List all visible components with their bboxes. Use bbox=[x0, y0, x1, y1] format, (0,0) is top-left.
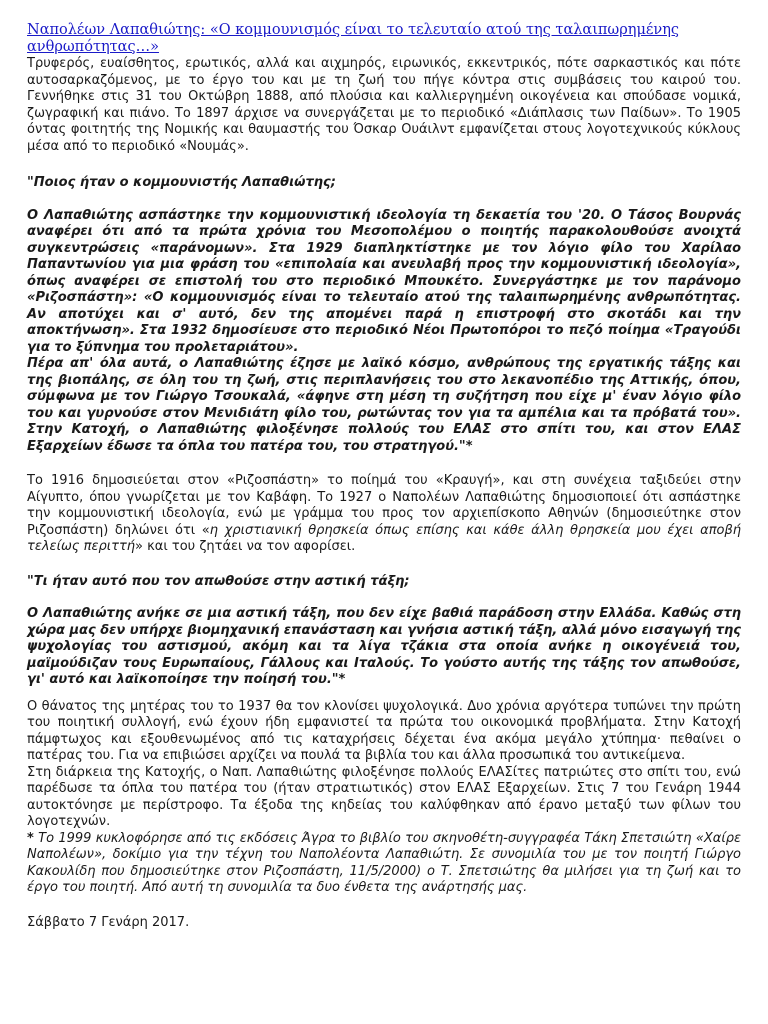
spacer bbox=[27, 590, 741, 606]
paragraph-katochi: Στη διάρκεια της Κατοχής, ο Ναπ. Λαπαθιώτης φιλοξένησε πολλούς ΕΛΑΣίτες πατριώτες στο σπίτι του, ενώ παρέδωσε τα όπλα του πατέρα του (ήταν στρατιωτικός) στον ΕΛΑΣ Εξαρχείων. Στις 7 του Γενάρη 1944 αυτοκτόνησε με περίστροφο. Τα έξοδα της κηδείας του καλύφθηκαν από έρανο μεταξύ των φίλων του λογοτεχνών. bbox=[27, 764, 741, 829]
article-title-link[interactable]: Ναπολέων Λαπαθιώτης: «Ο κομμουνισμός είναι το τελευταίο ατού της ταλαιπωρημένης ανθρωπότητας…» bbox=[27, 22, 680, 55]
article bbox=[27, 22, 741, 931]
spacer bbox=[27, 689, 741, 699]
question-answer-1a: Ο Λαπαθιώτης ασπάστηκε την κομμουνιστική ιδεολογία τη δεκαετία του '20. Ο Τάσος Βουρνάς αναφέρει ότι από τα πρώτα χρόνια του Μεσοπολέμου ο ποιητής παρακολουθούσε ανοιχτά συγκεντρώσεις «παράνομων». Στα 1929 διαπληκτίστηκε με τον λόγιο φίλο του Χαρίλαο Παπαντωνίου για μια φράση του «επιπολαία και ανευλαβή προς την κομμουνιστική ιδεολογία», όπως αναφέρει σε επιστολή του στο περιοδικό Μπουκέτο. Συνεργάστηκε με τον παράνομο «Ριζοσπάστη»: «Ο κομμουνισμός είναι το τελευταίο ατού της ταλαιπωρημένης ανθρωπότητας. Αν αποτύχει και σ' αυτό, δεν της απομένει παρά η επιστροφή στο σκοτάδι και την αποκτήνωση». Στα 1932 δημοσίευσε στο περιοδικό Νέοι Πρωτοπόροι το πεζό ποίημα «Τραγούδι για το ξύπνημα του προλεταριάτου». bbox=[27, 207, 741, 355]
question-answer-1b: Πέρα απ' όλα αυτά, ο Λαπαθιώτης έζησε με λαϊκό κόσμο, ανθρώπους της εργατικής τάξης και της βιοπάλης, σε όλη του τη ζωή, στις περιπλανήσεις του στο λεκανοπέδιο της Αττικής, όπου, σύμφωνα με τον Γιώργο Τσουκαλά, «άφηνε στη μέση τη συζήτηση που είχε μ' έναν λόγιο φίλο του και γυρνούσε στον Μενιδιάτη φίλο του, ρωτώντας τον για τα αμπέλια και τα πρόβατά του». Στην Κατοχή, ο Λαπαθιώτης φιλοξένησε πολλούς του ΕΛΑΣ στο σπίτι του, και στον ΕΛΑΣ Εξαρχείων έδωσε τα όπλα του πατέρα του, του στρατηγού."* bbox=[27, 356, 741, 454]
question-heading-2: "Τι ήταν αυτό που τον απωθούσε στην αστική τάξη; bbox=[27, 573, 410, 589]
question-heading-1: "Ποιος ήταν ο κομμουνιστής Λαπαθιώτης; bbox=[27, 175, 336, 190]
paragraph-1916-end: » και του ζητάει να τον αφορίσει. bbox=[135, 539, 356, 554]
spacer bbox=[27, 455, 741, 473]
footnote-star: * bbox=[27, 830, 34, 846]
footnote-text: Το 1999 κυκλοφόρησε από τις εκδόσεις Άγρα το βιβλίο του σκηνοθέτη-συγγραφέα Τάκη Σπετσιώτη «Χαίρε Ναπολέων», δοκίμιο για την τέχνη του Ναπολέοντα Λαπαθιώτη. Σε συνομιλία του με τον ποιητή Γιώργο Κακουλίδη που δημοσιεύτηκε στον Ριζοσπάστη, 11/5/2000) ο Τ. Σπετσιώτης θα μιλήσει για τη ζωή και το έργο του ποιητή. Από αυτή τη συνομιλία τα δυο ένθετα της ανάρτησής μας. bbox=[27, 830, 741, 895]
spacer bbox=[27, 155, 741, 175]
intro-paragraph: Τρυφερός, ευαίσθητος, ερωτικός, αλλά και αιχμηρός, ειρωνικός, εκκεντρικός, πότε σαρκαστικός και πότε αυτοσαρκαζόμενος, με το έργο του και με τη ζωή του πήγε κόντρα στις συμβάσεις του καιρού του. Γεννήθηκε στις 31 του Οκτώβρη 1888, από πλούσια και καλλιεργημένη οικογένεια και σπούδασε νομικά, ζωγραφική και πιάνο. Το 1897 άρχισε να συνεργάζεται με το περιοδικό «Διάπλασις των Παίδων». Το 1905 όντας φοιτητής της Νομικής και θαυμαστής του Όσκαρ Ουάιλντ εμφανίζεται στους λογοτεχνικούς κύκλους μέσα από το περιοδικό «Νουμάς». bbox=[27, 56, 741, 154]
spacer bbox=[27, 897, 741, 915]
footnote bbox=[27, 831, 741, 897]
paragraph-1916-text: Το 1916 δημοσιεύεται στον «Ριζοσπάστη» το ποίημά του «Κραυγή», και στη συνέχεια ταξιδεύει στην Αίγυπτο, όπου γνωρίζεται με τον Καβάφη. Το 1927 ο Ναπολέων Λαπαθιώτης δημοσιοποιεί ότι ασπάστηκε την κομμουνιστική ιδεολογία, ενώ με γράμμα του προς τον αρχιεπίσκοπο Αθηνών (δημοσιεύτηκε στον Ριζοσπάστη) δηλώνει ότι « bbox=[27, 473, 741, 538]
spacer bbox=[27, 556, 741, 574]
paragraph-1937: Ο θάνατος της μητέρας του το 1937 θα τον κλονίσει ψυχολογικά. Δυο χρόνια αργότερα τυπώνει την πρώτη του ποιητική συλλογή, ενώ έχουν ήδη εμφανιστεί τα πρώτα του οικονομικά προβλήματα. Στην Κατοχή πάμφτωχος και εξουθενωμένος από τις καταχρήσεις δέχεται ένα ακόμα μεγάλο χτύπημα· πεθαίνει ο πατέρας του. Για να επιβιώσει αρχίζει να πουλά τα βιβλία του και άλλα προσωπικά του αντικείμενα. bbox=[27, 698, 741, 763]
spacer bbox=[27, 192, 741, 208]
post-date: Σάββατο 7 Γενάρη 2017. bbox=[27, 914, 190, 930]
paragraph-1916 bbox=[27, 473, 741, 556]
question-answer-2: Ο Λαπαθιώτης ανήκε σε μια αστική τάξη, που δεν είχε βαθιά παράδοση στην Ελλάδα. Καθώς στη χώρα μας δεν υπήρχε βιομηχανική επανάσταση και γνήσια αστική τάξη, αλλά μόνο εισαγωγή της ψυχολογίας του αστισμού, ακόμη και τα λίγα τζάκια στα οποία ανήκε η οικογένειά του, μαϊμούδιζαν τους Ευρωπαίους, Γάλλους και Ιταλούς. Το γούστο αυτής της τάξης τον απωθούσε, γι' αυτό και λαϊκοποίησε την ποίησή του."* bbox=[27, 606, 741, 687]
paragraph-1916-quote: η χριστιανική θρησκεία όπως επίσης και κάθε άλλη θρησκεία μου έχει αποβή τελείως περιττή bbox=[27, 522, 742, 554]
